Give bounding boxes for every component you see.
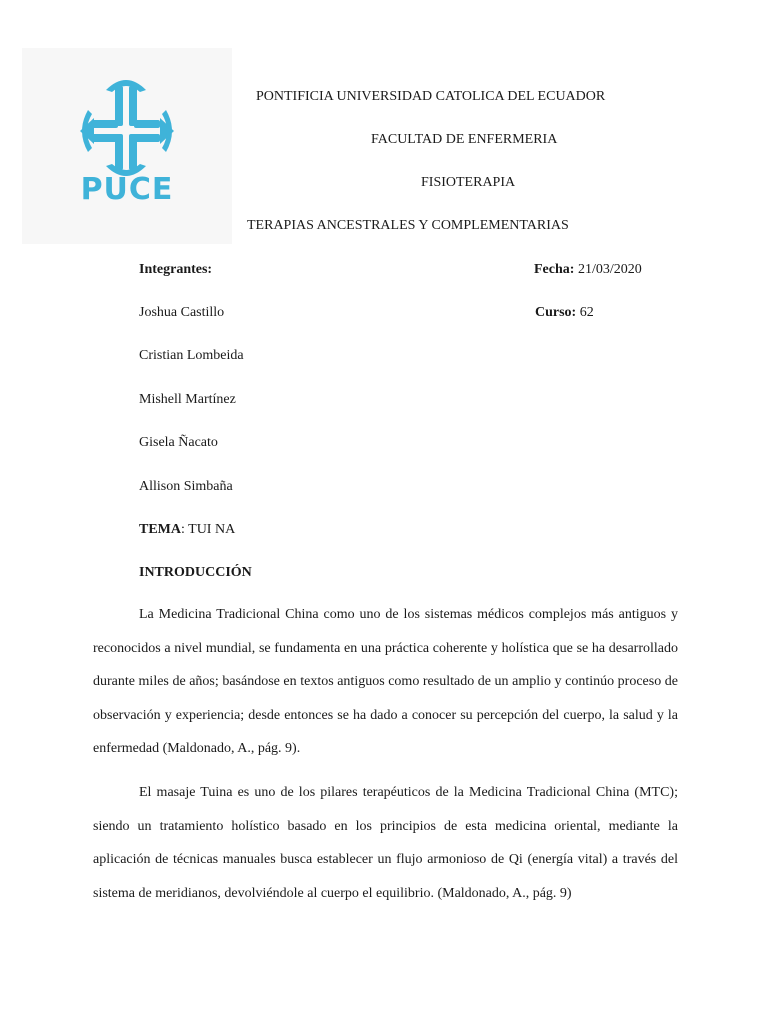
university-name: PONTIFICIA UNIVERSIDAD CATOLICA DEL ECUADOR xyxy=(256,89,606,104)
topic-value: : TUI NA xyxy=(181,522,236,537)
section-heading: INTRODUCCIÓN xyxy=(139,565,252,580)
course-label: Curso: xyxy=(535,305,577,320)
date-label: Fecha: xyxy=(534,262,575,277)
topic-label: TEMA xyxy=(139,522,181,537)
member-name: Gisela Ñacato xyxy=(139,435,218,450)
intro-paragraph: La Medicina Tradicional China como uno de los sistemas médicos complejos más antiguos y reconocidos a nivel mundial, se fundamenta en una práctica coherente y holística que se ha desarrollado durante miles de años; basándose en textos antiguos como resultado de un amplio y continúo proceso de observación y experiencia; desde entonces se ha dado a conocer su percepción del cuerpo, la salud y la enfermedad (Maldonado, A., pág. 9). xyxy=(93,607,678,757)
intro-paragraph: El masaje Tuina es uno de los pilares terapéuticos de la Medicina Tradicional China (MTC); siendo un tratamiento holístico basado en los principios de esta medicina oriental, mediante la aplicación de técnicas manuales busca establecer un flujo armonioso de Qi (energía vital) a través del sistema de meridianos, devolviéndole al cuerpo el equilibrio. (Maldonado, A., pág. 9) xyxy=(93,785,678,901)
members-label: Integrantes: xyxy=(139,262,213,277)
career-name: FISIOTERAPIA xyxy=(421,175,516,190)
faculty-name: FACULTAD DE ENFERMERIA xyxy=(371,132,558,147)
member-name: Joshua Castillo xyxy=(139,305,225,320)
member-name: Mishell Martínez xyxy=(139,392,236,407)
logo-text: PUCE xyxy=(80,172,174,207)
date-value: 21/03/2020 xyxy=(577,262,642,277)
member-name: Allison Simbaña xyxy=(139,479,233,494)
puce-cross-emblem-icon xyxy=(22,48,232,244)
subject-name: TERAPIAS ANCESTRALES Y COMPLEMENTARIAS xyxy=(247,218,569,233)
topic-line xyxy=(139,521,235,539)
course-field xyxy=(535,304,594,322)
course-value: 62 xyxy=(579,305,594,320)
university-logo xyxy=(22,48,232,244)
member-name: Cristian Lombeida xyxy=(139,348,244,363)
date-field xyxy=(534,261,642,279)
